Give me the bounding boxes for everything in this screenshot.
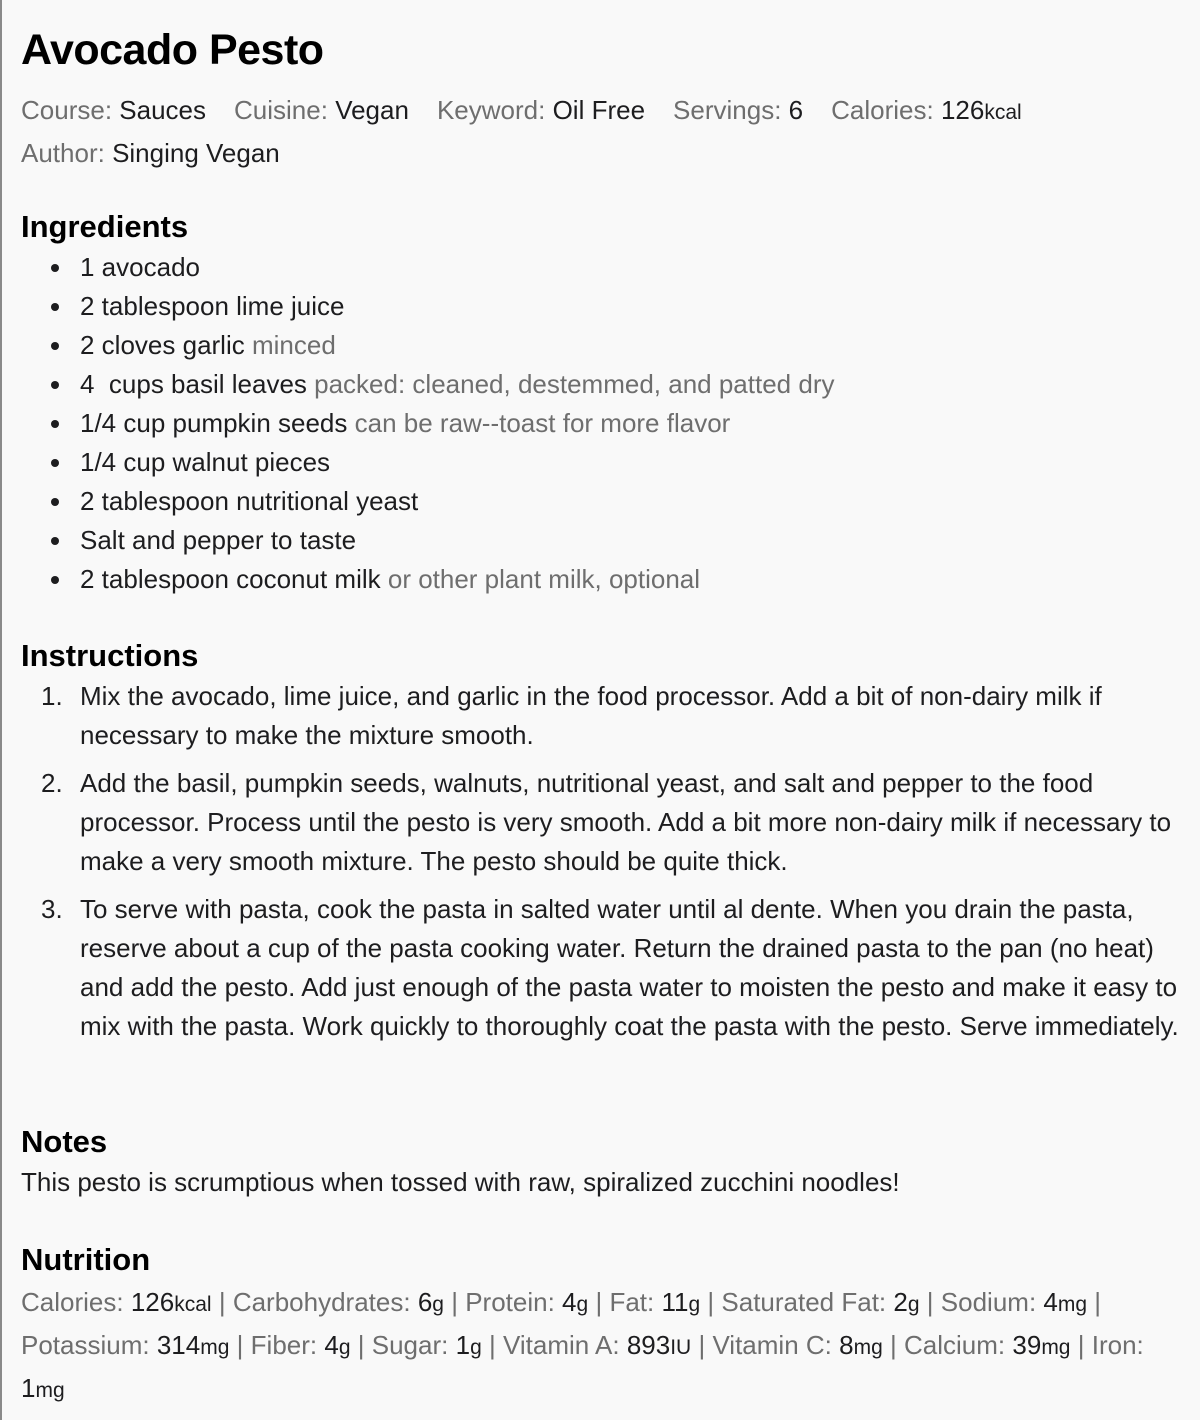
nutrition-label: Protein:: [465, 1287, 555, 1317]
step-text: To serve with pasta, cook the pasta in salted water until al dente. When you drain the pasta, reserve about a cup of the pasta cooking water. Return the drained pasta to the pan (no heat) and add the pesto. Add just enough of the pasta water to moisten the pesto and make it easy to mix with the pasta. Work quickly to thoroughly coat the pasta with the pesto. Serve immediately.: [80, 894, 1179, 1041]
nutrition-label: Sugar:: [371, 1330, 449, 1360]
recipe-meta: [21, 90, 1050, 173]
nutrition-item: [904, 1330, 1070, 1360]
ingredient-text: 4 cups basil leaves: [80, 369, 307, 399]
nutrition-facts: [21, 1282, 1181, 1411]
nutrition-value: 314: [156, 1330, 201, 1360]
nutrition-unit: g: [470, 1336, 482, 1359]
nutrition-heading: Nutrition: [21, 1242, 151, 1277]
meta-value: Vegan: [335, 95, 409, 125]
nutrition-unit: g: [907, 1293, 920, 1316]
ingredient-note: can be raw--toast for more flavor: [354, 408, 731, 438]
ingredient-text: 1/4 cup pumpkin seeds: [80, 408, 348, 438]
nutrition-item: [21, 1330, 229, 1360]
meta-item: [21, 133, 280, 173]
meta-value: Oil Free: [552, 95, 646, 125]
bullet-icon: [51, 537, 59, 545]
nutrition-separator: |: [698, 1330, 706, 1360]
nutrition-value: 6: [417, 1287, 433, 1317]
nutrition-item: [465, 1287, 588, 1317]
ingredient-item: [21, 482, 834, 521]
nutrition-separator: |: [218, 1287, 226, 1317]
meta-row: [21, 133, 1050, 173]
nutrition-value: 39: [1012, 1330, 1042, 1360]
bullet-icon: [51, 576, 59, 584]
instructions-list: [21, 677, 1181, 1055]
ingredient-item: [21, 248, 834, 287]
page-left-border: [0, 0, 2, 1420]
ingredient-item: [21, 326, 834, 365]
meta-unit: kcal: [984, 101, 1022, 124]
step-number: 1.: [41, 681, 63, 711]
nutrition-value: 8: [839, 1330, 854, 1360]
nutrition-label: Fat:: [609, 1287, 655, 1317]
ingredient-item: [21, 443, 834, 482]
nutrition-item: [712, 1330, 882, 1360]
ingredient-text: 2 tablespoon lime juice: [80, 291, 345, 321]
nutrition-label: Carbohydrates:: [232, 1287, 411, 1317]
nutrition-value: 4: [324, 1330, 339, 1360]
ingredient-note: packed: cleaned, destemmed, and patted dry: [314, 369, 835, 399]
nutrition-label: Potassium:: [21, 1330, 150, 1360]
nutrition-separator: |: [451, 1287, 458, 1317]
recipe-title: Avocado Pesto: [21, 26, 324, 74]
bullet-icon: [51, 459, 59, 467]
meta-value: 126: [940, 95, 985, 125]
nutrition-value: 4: [562, 1287, 577, 1317]
meta-item: [831, 90, 1022, 133]
meta-row: [21, 90, 1050, 133]
ingredient-text: 2 tablespoon nutritional yeast: [80, 486, 419, 516]
nutrition-separator: |: [1077, 1330, 1085, 1360]
meta-label: Calories:: [831, 95, 934, 125]
notes-text: This pesto is scrumptious when tossed with raw, spiralized zucchini noodles!: [21, 1167, 900, 1197]
nutrition-separator: |: [595, 1287, 603, 1317]
meta-item: [437, 90, 645, 130]
meta-value: Singing Vegan: [112, 138, 280, 168]
nutrition-unit: g: [576, 1293, 589, 1316]
step-number: 2.: [41, 768, 63, 798]
ingredient-item: [21, 365, 834, 404]
nutrition-label: Fiber:: [250, 1330, 318, 1360]
nutrition-value: 893: [626, 1330, 671, 1360]
instructions-heading: Instructions: [21, 638, 199, 673]
meta-item: [234, 90, 409, 130]
nutrition-unit: kcal: [174, 1293, 212, 1316]
meta-item: [21, 90, 206, 130]
ingredient-text: 2 cloves garlic: [80, 330, 245, 360]
bullet-icon: [51, 264, 59, 272]
ingredient-item: [21, 404, 834, 443]
nutrition-unit: mg: [35, 1379, 65, 1402]
nutrition-label: Saturated Fat:: [721, 1287, 887, 1317]
nutrition-value: 126: [130, 1287, 175, 1317]
nutrition-value: 1: [21, 1373, 36, 1403]
step-number: 3.: [41, 894, 63, 924]
bullet-icon: [51, 342, 59, 350]
nutrition-unit: g: [338, 1336, 351, 1359]
nutrition-separator: |: [236, 1330, 244, 1360]
nutrition-item: [372, 1330, 482, 1360]
ingredient-text: 2 tablespoon coconut milk: [80, 564, 381, 594]
notes-heading: Notes: [21, 1124, 108, 1159]
ingredient-item: [21, 287, 834, 326]
nutrition-unit: mg: [200, 1336, 230, 1359]
instruction-step: [21, 764, 1181, 881]
ingredient-note: minced: [251, 330, 336, 360]
meta-item: [673, 90, 803, 130]
bullet-icon: [51, 303, 59, 311]
nutrition-label: Calories:: [21, 1287, 124, 1317]
nutrition-separator: |: [707, 1287, 715, 1317]
meta-label: Author:: [21, 138, 105, 168]
nutrition-separator: |: [488, 1330, 496, 1360]
nutrition-separator: |: [357, 1330, 365, 1360]
nutrition-unit: mg: [1041, 1336, 1071, 1359]
nutrition-label: Iron:: [1091, 1330, 1144, 1360]
nutrition-value: 2: [893, 1287, 908, 1317]
nutrition-unit: g: [432, 1293, 444, 1316]
nutrition-value: 11: [661, 1287, 689, 1317]
ingredient-item: [21, 560, 834, 599]
nutrition-item: [251, 1330, 351, 1360]
bullet-icon: [51, 381, 59, 389]
nutrition-value: 1: [455, 1330, 471, 1360]
nutrition-label: Calcium:: [904, 1330, 1006, 1360]
nutrition-label: Vitamin A:: [502, 1330, 620, 1360]
nutrition-separator: |: [890, 1330, 897, 1360]
ingredient-item: [21, 521, 834, 560]
nutrition-item: [721, 1287, 919, 1317]
nutrition-unit: IU: [670, 1336, 692, 1359]
instruction-step: [21, 890, 1181, 1046]
ingredient-text: 1 avocado: [80, 252, 200, 282]
instruction-step: [21, 677, 1181, 755]
ingredient-text: Salt and pepper to taste: [80, 525, 357, 555]
ingredients-list: [21, 248, 834, 599]
meta-value: Sauces: [119, 95, 207, 125]
nutrition-unit: mg: [853, 1336, 883, 1359]
ingredient-note: or other plant milk, optional: [387, 564, 701, 594]
ingredients-heading: Ingredients: [21, 209, 189, 244]
nutrition-item: [233, 1287, 444, 1317]
meta-label: Keyword:: [436, 95, 546, 125]
nutrition-item: [941, 1287, 1087, 1317]
meta-label: Servings:: [673, 95, 782, 125]
ingredient-text: 1/4 cup walnut pieces: [80, 447, 331, 477]
nutrition-item: [503, 1330, 691, 1360]
nutrition-unit: g: [688, 1293, 701, 1316]
nutrition-separator: |: [926, 1287, 934, 1317]
meta-label: Cuisine:: [234, 95, 328, 125]
nutrition-unit: mg: [1057, 1293, 1088, 1316]
meta-label: Course:: [21, 95, 113, 125]
bullet-icon: [51, 498, 59, 506]
nutrition-separator: |: [1094, 1287, 1102, 1317]
nutrition-value: 4: [1043, 1287, 1058, 1317]
meta-value: 6: [788, 95, 804, 125]
nutrition-item: [21, 1287, 212, 1317]
nutrition-item: [609, 1287, 700, 1317]
step-text: Add the basil, pumpkin seeds, walnuts, nutritional yeast, and salt and pepper to the food processor. Process until the pesto is very smooth. Add a bit more non-dairy milk if necessary to make a very smooth mixture. The pesto should be quite thick.: [80, 768, 1172, 876]
step-text: Mix the avocado, lime juice, and garlic in the food processor. Add a bit of non-dairy milk if necessary to make the mixture smooth.: [80, 681, 1102, 750]
nutrition-label: Sodium:: [940, 1287, 1037, 1317]
bullet-icon: [51, 420, 59, 428]
nutrition-label: Vitamin C:: [712, 1330, 832, 1360]
